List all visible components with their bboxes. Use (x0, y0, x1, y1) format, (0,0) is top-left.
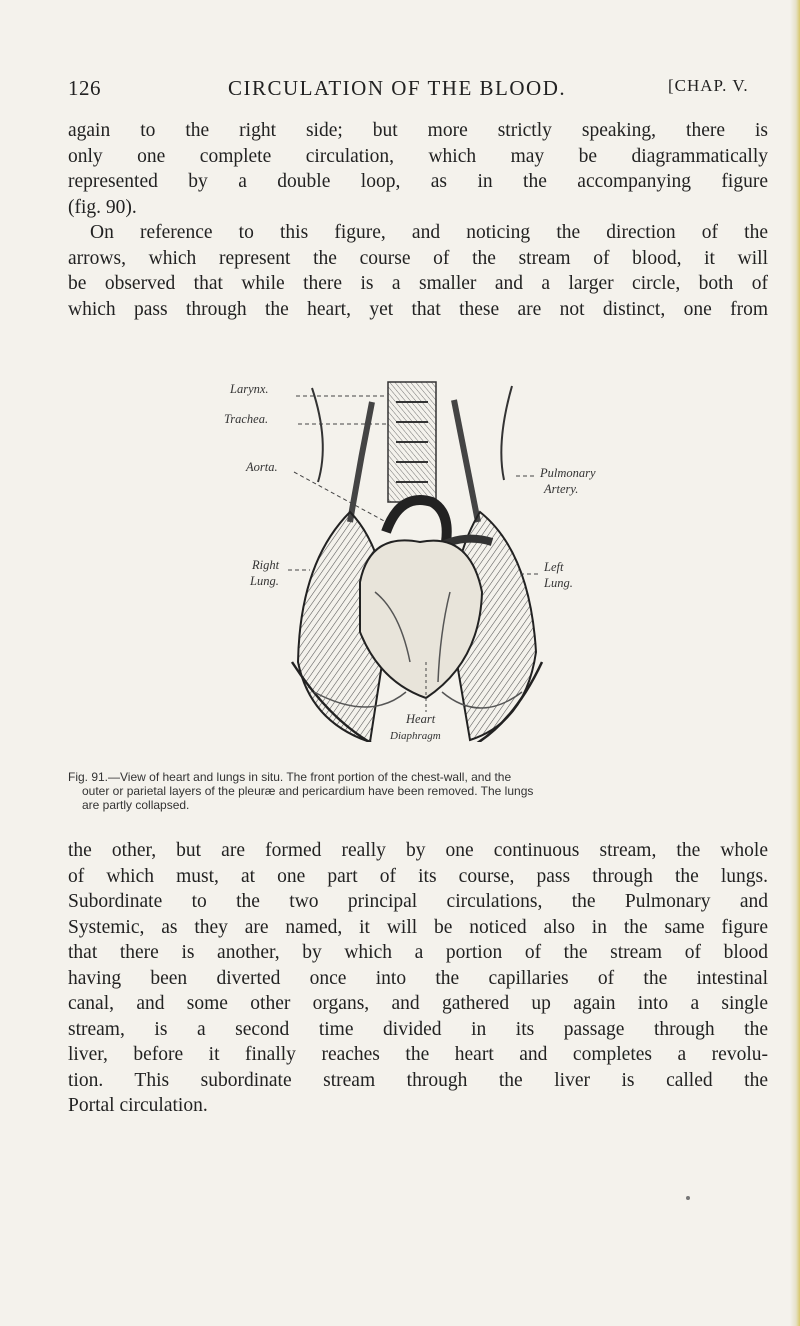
text-line: having been diverted once into the capillaries of the intestinal (68, 967, 768, 989)
label-heart: Heart (406, 712, 436, 726)
label-pulmonary-artery: Artery. (544, 482, 579, 496)
text-line: On reference to this figure, and noticing the direction of the (90, 222, 768, 243)
label-left-lung: Lung. (544, 576, 573, 590)
text-line: canal, and some other organs, and gathered up again into a single (68, 993, 768, 1014)
anatomy-illustration (200, 362, 680, 742)
label-pulmonary-artery: Pulmonary (540, 466, 596, 480)
label-right-lung: Right (252, 558, 280, 572)
page-number: 126 (68, 76, 101, 100)
text-line: represented by a double loop, as in the accompanying figure (68, 171, 768, 192)
label-aorta: Aorta. (246, 460, 278, 474)
text-line: (fig. 90). (68, 196, 137, 218)
text-line: of which must, at one part of its course, pass through the lungs. (68, 865, 768, 887)
label-diaphragm: Diaphragm (390, 730, 441, 742)
text-line: stream, is a second time divided in its passage through the (68, 1018, 768, 1040)
running-title: CIRCULATION OF THE BLOOD. (228, 76, 567, 100)
text-line: that there is another, by which a portion of the stream of blood (68, 942, 768, 963)
caption-line: Fig. 91.—View of heart and lungs in situ. The front portion of the chest-wall, and the (68, 770, 512, 784)
caption-line: are partly collapsed. (82, 798, 190, 812)
heart-lungs-figure (200, 362, 680, 742)
text-line: the other, but are formed really by one continuous stream, the whole (68, 840, 768, 861)
text-line: only one complete circulation, which may be diagrammatically (68, 145, 768, 167)
text-line: liver, before it finally reaches the heart and completes a revolu- (68, 1044, 768, 1065)
text-line: tion. This subordinate stream through the liver is called the (68, 1069, 768, 1091)
text-line: be observed that while there is a smaller and a larger circle, both of (68, 273, 768, 294)
text-line: again to the right side; but more strictly speaking, there is (68, 120, 768, 141)
label-larynx: Larynx. (230, 382, 269, 396)
label-trachea: Trachea. (224, 412, 269, 426)
page-header (68, 76, 768, 106)
figure-caption (68, 770, 768, 812)
print-speck (686, 1196, 690, 1200)
paragraph-top (68, 118, 768, 220)
paragraph-bottom (68, 838, 768, 1119)
label-right-lung: Lung. (250, 574, 279, 588)
text-line: arrows, which represent the course of the stream of blood, it will (68, 247, 768, 269)
text-line: Subordinate to the two principal circulations, the Pulmonary and (68, 891, 768, 912)
label-left-lung: Left (544, 560, 564, 574)
chapter-marker: [CHAP. V. (668, 76, 749, 95)
text-line: which pass through the heart, yet that these are not distinct, one from (68, 298, 768, 320)
text-line: Portal circulation. (68, 1095, 208, 1116)
page-edge (790, 0, 800, 1326)
caption-line: outer or parietal layers of the pleuræ and pericardium have been removed. The lungs (82, 784, 534, 798)
paragraph-reference (68, 220, 768, 322)
text-line: Systemic, as they are named, it will be noticed also in the same figure (68, 916, 768, 938)
